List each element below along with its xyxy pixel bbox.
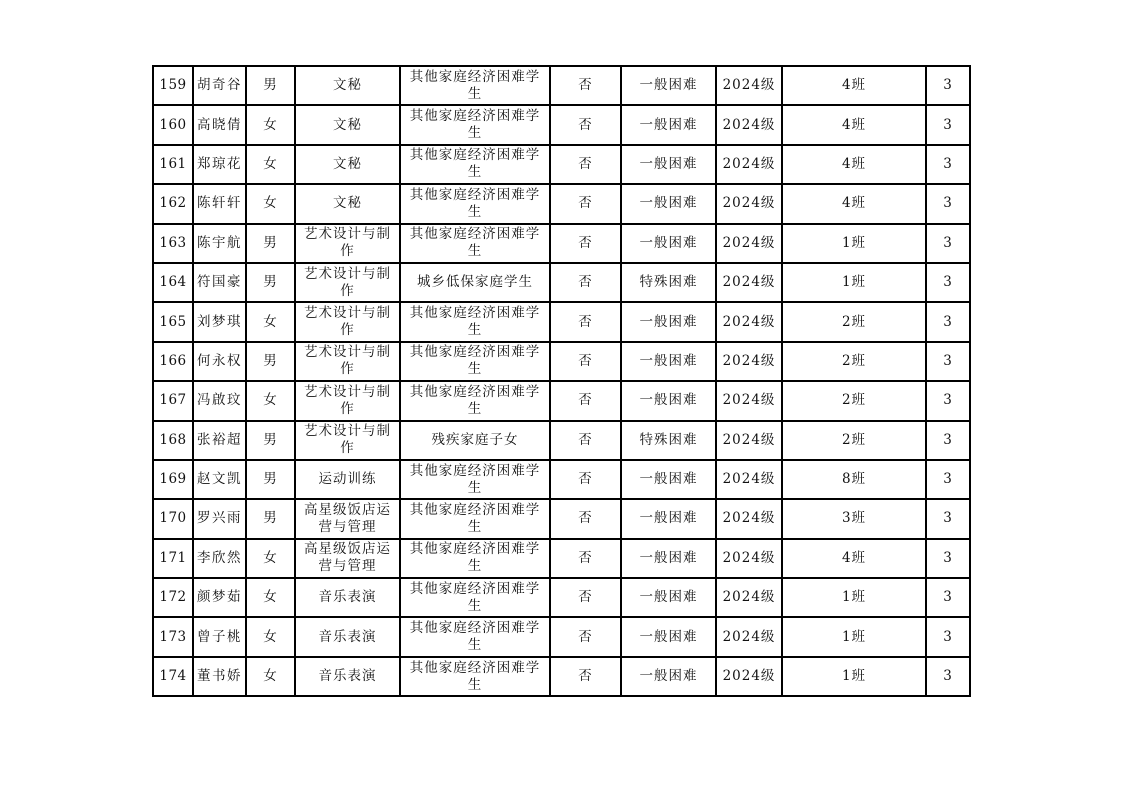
name-cell: 高晓倩 — [193, 105, 246, 144]
major-cell: 艺术设计与制作 — [295, 224, 400, 263]
gender-cell: 女 — [246, 617, 295, 656]
student-aid-table — [152, 65, 971, 697]
flag-cell: 否 — [550, 105, 621, 144]
class-cell: 2班 — [782, 381, 926, 420]
table-row — [153, 657, 970, 696]
gender-cell: 女 — [246, 381, 295, 420]
major-cell: 音乐表演 — [295, 578, 400, 617]
difficulty-level-cell: 特殊困难 — [621, 263, 716, 302]
flag-cell: 否 — [550, 145, 621, 184]
gender-cell: 女 — [246, 184, 295, 223]
name-cell: 刘梦琪 — [193, 302, 246, 341]
row-number-cell: 163 — [153, 224, 193, 263]
row-number-cell: 165 — [153, 302, 193, 341]
class-cell: 1班 — [782, 657, 926, 696]
flag-cell: 否 — [550, 460, 621, 499]
difficulty-category-cell: 其他家庭经济困难学生 — [400, 499, 550, 538]
name-cell: 颜梦茹 — [193, 578, 246, 617]
difficulty-category-cell: 其他家庭经济困难学生 — [400, 460, 550, 499]
table-row — [153, 145, 970, 184]
difficulty-level-cell: 一般困难 — [621, 224, 716, 263]
grade-cell: 2024级 — [716, 578, 782, 617]
difficulty-category-cell: 其他家庭经济困难学生 — [400, 657, 550, 696]
grade-cell: 2024级 — [716, 342, 782, 381]
flag-cell: 否 — [550, 263, 621, 302]
gender-cell: 男 — [246, 499, 295, 538]
class-cell: 8班 — [782, 460, 926, 499]
table-row — [153, 302, 970, 341]
count-cell: 3 — [926, 578, 970, 617]
name-cell: 李欣然 — [193, 539, 246, 578]
class-cell: 1班 — [782, 224, 926, 263]
row-number-cell: 168 — [153, 421, 193, 460]
class-cell: 3班 — [782, 499, 926, 538]
count-cell: 3 — [926, 105, 970, 144]
difficulty-category-cell: 其他家庭经济困难学生 — [400, 302, 550, 341]
name-cell: 张裕超 — [193, 421, 246, 460]
flag-cell: 否 — [550, 539, 621, 578]
row-number-cell: 169 — [153, 460, 193, 499]
class-cell: 1班 — [782, 578, 926, 617]
table-row — [153, 66, 970, 105]
major-cell: 音乐表演 — [295, 657, 400, 696]
count-cell: 3 — [926, 66, 970, 105]
table-row — [153, 539, 970, 578]
name-cell: 符国豪 — [193, 263, 246, 302]
difficulty-level-cell: 一般困难 — [621, 184, 716, 223]
difficulty-category-cell: 其他家庭经济困难学生 — [400, 539, 550, 578]
difficulty-category-cell: 其他家庭经济困难学生 — [400, 224, 550, 263]
gender-cell: 男 — [246, 421, 295, 460]
difficulty-category-cell: 残疾家庭子女 — [400, 421, 550, 460]
difficulty-level-cell: 一般困难 — [621, 342, 716, 381]
name-cell: 陈宇航 — [193, 224, 246, 263]
class-cell: 4班 — [782, 539, 926, 578]
gender-cell: 女 — [246, 657, 295, 696]
major-cell: 音乐表演 — [295, 617, 400, 656]
row-number-cell: 174 — [153, 657, 193, 696]
gender-cell: 女 — [246, 145, 295, 184]
difficulty-category-cell: 其他家庭经济困难学生 — [400, 578, 550, 617]
difficulty-level-cell: 特殊困难 — [621, 421, 716, 460]
table-row — [153, 184, 970, 223]
table-body — [153, 66, 970, 696]
major-cell: 艺术设计与制作 — [295, 263, 400, 302]
count-cell: 3 — [926, 617, 970, 656]
flag-cell: 否 — [550, 224, 621, 263]
difficulty-level-cell: 一般困难 — [621, 145, 716, 184]
grade-cell: 2024级 — [716, 421, 782, 460]
table-row — [153, 105, 970, 144]
class-cell: 1班 — [782, 617, 926, 656]
flag-cell: 否 — [550, 302, 621, 341]
grade-cell: 2024级 — [716, 224, 782, 263]
difficulty-level-cell: 一般困难 — [621, 460, 716, 499]
difficulty-level-cell: 一般困难 — [621, 381, 716, 420]
name-cell: 胡奇谷 — [193, 66, 246, 105]
class-cell: 4班 — [782, 184, 926, 223]
grade-cell: 2024级 — [716, 184, 782, 223]
count-cell: 3 — [926, 381, 970, 420]
major-cell: 艺术设计与制作 — [295, 381, 400, 420]
flag-cell: 否 — [550, 657, 621, 696]
class-cell: 2班 — [782, 302, 926, 341]
difficulty-category-cell: 其他家庭经济困难学生 — [400, 105, 550, 144]
row-number-cell: 159 — [153, 66, 193, 105]
gender-cell: 女 — [246, 105, 295, 144]
difficulty-level-cell: 一般困难 — [621, 105, 716, 144]
count-cell: 3 — [926, 145, 970, 184]
name-cell: 何永权 — [193, 342, 246, 381]
row-number-cell: 160 — [153, 105, 193, 144]
row-number-cell: 171 — [153, 539, 193, 578]
flag-cell: 否 — [550, 499, 621, 538]
count-cell: 3 — [926, 539, 970, 578]
difficulty-level-cell: 一般困难 — [621, 657, 716, 696]
count-cell: 3 — [926, 184, 970, 223]
difficulty-level-cell: 一般困难 — [621, 578, 716, 617]
flag-cell: 否 — [550, 66, 621, 105]
difficulty-category-cell: 其他家庭经济困难学生 — [400, 145, 550, 184]
difficulty-level-cell: 一般困难 — [621, 617, 716, 656]
flag-cell: 否 — [550, 578, 621, 617]
difficulty-category-cell: 其他家庭经济困难学生 — [400, 617, 550, 656]
grade-cell: 2024级 — [716, 539, 782, 578]
gender-cell: 女 — [246, 539, 295, 578]
name-cell: 罗兴雨 — [193, 499, 246, 538]
name-cell: 郑琼花 — [193, 145, 246, 184]
name-cell: 董书娇 — [193, 657, 246, 696]
difficulty-category-cell: 其他家庭经济困难学生 — [400, 381, 550, 420]
table-row — [153, 578, 970, 617]
major-cell: 艺术设计与制作 — [295, 342, 400, 381]
class-cell: 4班 — [782, 66, 926, 105]
name-cell: 陈轩轩 — [193, 184, 246, 223]
grade-cell: 2024级 — [716, 617, 782, 656]
gender-cell: 女 — [246, 578, 295, 617]
class-cell: 2班 — [782, 342, 926, 381]
table-row — [153, 342, 970, 381]
class-cell: 2班 — [782, 421, 926, 460]
major-cell: 文秘 — [295, 184, 400, 223]
row-number-cell: 167 — [153, 381, 193, 420]
major-cell: 文秘 — [295, 145, 400, 184]
name-cell: 曾子桃 — [193, 617, 246, 656]
major-cell: 高星级饭店运营与管理 — [295, 539, 400, 578]
row-number-cell: 170 — [153, 499, 193, 538]
table-row — [153, 421, 970, 460]
grade-cell: 2024级 — [716, 263, 782, 302]
difficulty-level-cell: 一般困难 — [621, 499, 716, 538]
grade-cell: 2024级 — [716, 460, 782, 499]
gender-cell: 女 — [246, 302, 295, 341]
flag-cell: 否 — [550, 617, 621, 656]
class-cell: 4班 — [782, 105, 926, 144]
table-row — [153, 460, 970, 499]
grade-cell: 2024级 — [716, 105, 782, 144]
count-cell: 3 — [926, 499, 970, 538]
table-row — [153, 499, 970, 538]
major-cell: 文秘 — [295, 66, 400, 105]
grade-cell: 2024级 — [716, 145, 782, 184]
major-cell: 艺术设计与制作 — [295, 421, 400, 460]
grade-cell: 2024级 — [716, 381, 782, 420]
difficulty-category-cell: 城乡低保家庭学生 — [400, 263, 550, 302]
row-number-cell: 166 — [153, 342, 193, 381]
difficulty-level-cell: 一般困难 — [621, 539, 716, 578]
count-cell: 3 — [926, 421, 970, 460]
row-number-cell: 164 — [153, 263, 193, 302]
gender-cell: 男 — [246, 342, 295, 381]
major-cell: 艺术设计与制作 — [295, 302, 400, 341]
flag-cell: 否 — [550, 184, 621, 223]
flag-cell: 否 — [550, 342, 621, 381]
flag-cell: 否 — [550, 381, 621, 420]
count-cell: 3 — [926, 302, 970, 341]
grade-cell: 2024级 — [716, 66, 782, 105]
major-cell: 运动训练 — [295, 460, 400, 499]
gender-cell: 男 — [246, 224, 295, 263]
table-row — [153, 224, 970, 263]
student-aid-table-page — [152, 65, 969, 697]
name-cell: 赵文凯 — [193, 460, 246, 499]
grade-cell: 2024级 — [716, 302, 782, 341]
gender-cell: 男 — [246, 460, 295, 499]
difficulty-level-cell: 一般困难 — [621, 66, 716, 105]
grade-cell: 2024级 — [716, 499, 782, 538]
flag-cell: 否 — [550, 421, 621, 460]
gender-cell: 男 — [246, 66, 295, 105]
difficulty-category-cell: 其他家庭经济困难学生 — [400, 342, 550, 381]
row-number-cell: 162 — [153, 184, 193, 223]
count-cell: 3 — [926, 263, 970, 302]
major-cell: 文秘 — [295, 105, 400, 144]
count-cell: 3 — [926, 224, 970, 263]
gender-cell: 男 — [246, 263, 295, 302]
row-number-cell: 161 — [153, 145, 193, 184]
row-number-cell: 173 — [153, 617, 193, 656]
major-cell: 高星级饭店运营与管理 — [295, 499, 400, 538]
name-cell: 冯啟玟 — [193, 381, 246, 420]
difficulty-level-cell: 一般困难 — [621, 302, 716, 341]
grade-cell: 2024级 — [716, 657, 782, 696]
count-cell: 3 — [926, 460, 970, 499]
table-row — [153, 617, 970, 656]
table-row — [153, 381, 970, 420]
difficulty-category-cell: 其他家庭经济困难学生 — [400, 184, 550, 223]
count-cell: 3 — [926, 657, 970, 696]
table-row — [153, 263, 970, 302]
row-number-cell: 172 — [153, 578, 193, 617]
class-cell: 1班 — [782, 263, 926, 302]
count-cell: 3 — [926, 342, 970, 381]
difficulty-category-cell: 其他家庭经济困难学生 — [400, 66, 550, 105]
class-cell: 4班 — [782, 145, 926, 184]
